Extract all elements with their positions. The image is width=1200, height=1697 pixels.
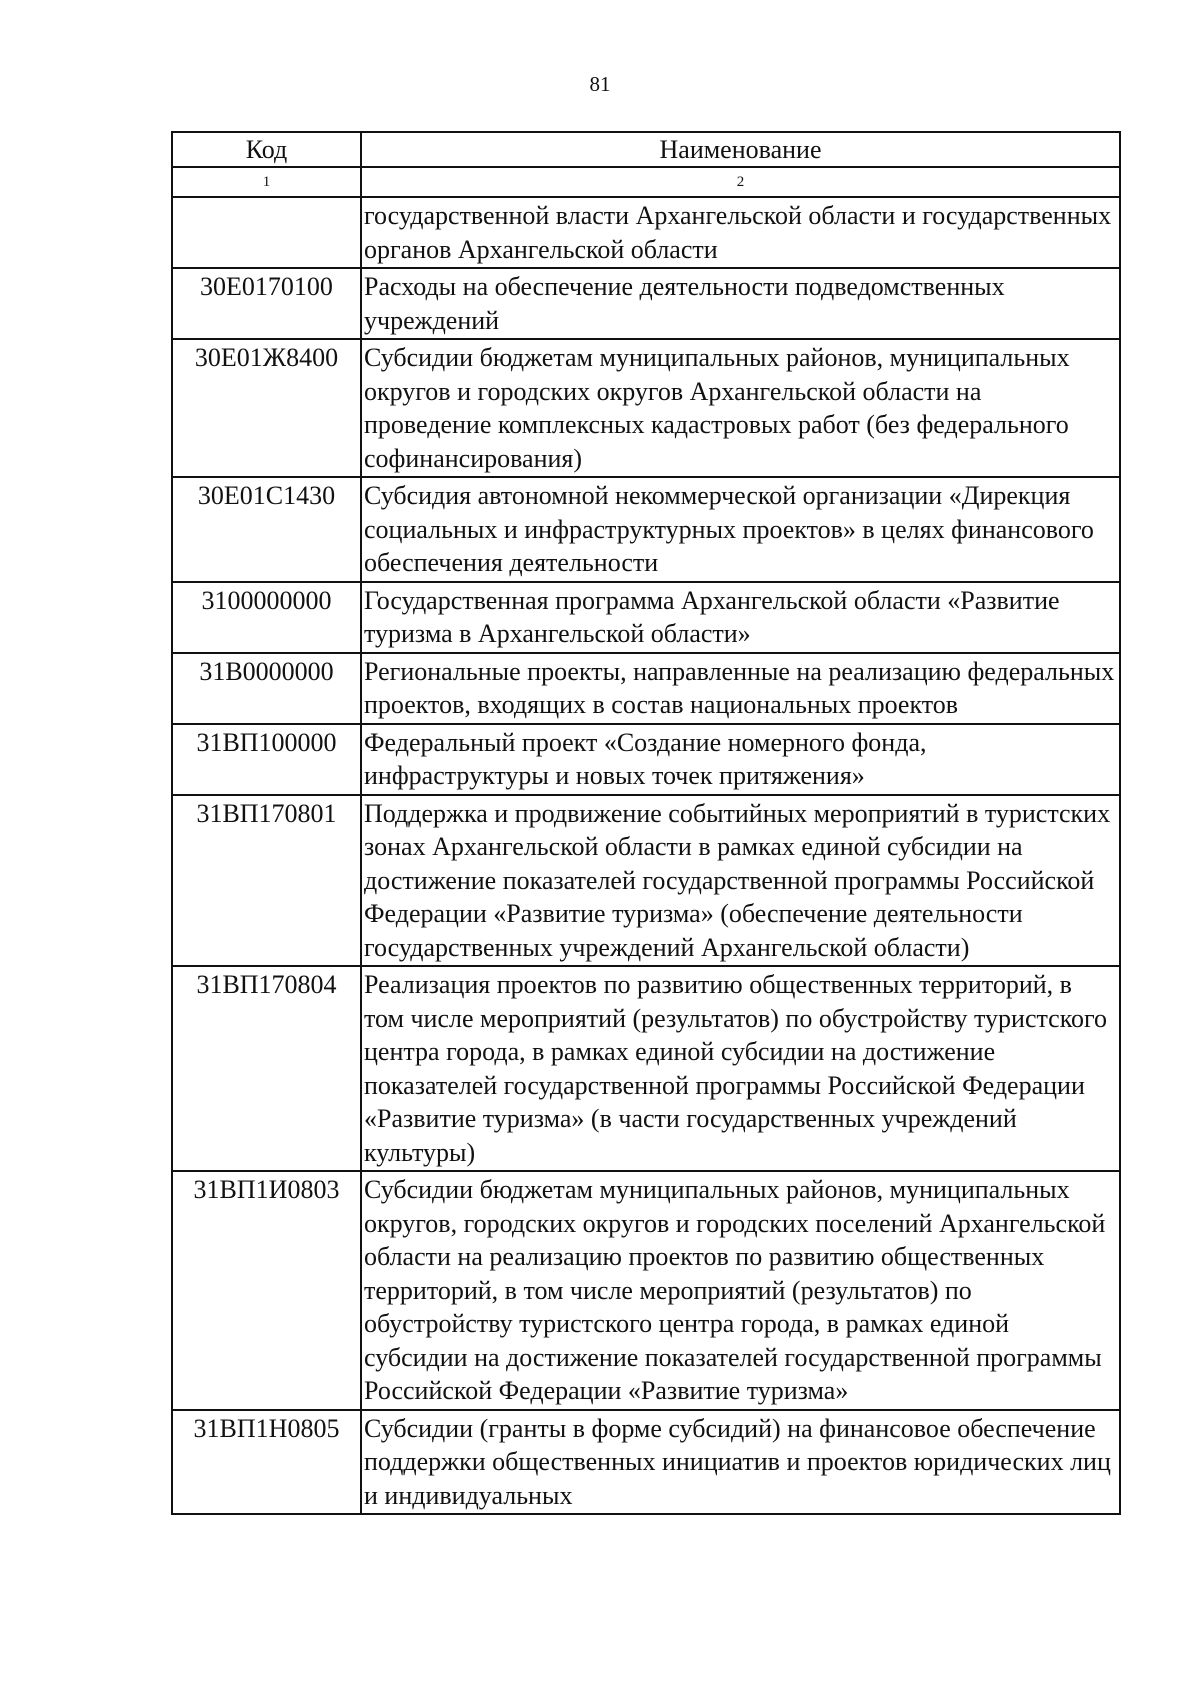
row-code: 3100000000 [172, 582, 361, 653]
row-code [172, 197, 361, 268]
table-row [172, 966, 1120, 1171]
row-name: Субсидии (гранты в форме субсидий) на финансовое обеспечение поддержки общественных инициатив и проектов юридических лиц и индивидуальных [361, 1410, 1120, 1515]
table-row [172, 1171, 1120, 1410]
row-name: Государственная программа Архангельской области «Развитие туризма в Архангельской области» [361, 582, 1120, 653]
table-header-row [172, 132, 1120, 167]
row-code: 30Е01С1430 [172, 477, 361, 582]
row-name: Субсидия автономной некоммерческой организации «Дирекция социальных и инфраструктурных проектов» в целях финансового обеспечения деятельности [361, 477, 1120, 582]
budget-code-table [171, 131, 1121, 1515]
row-code: 31ВП100000 [172, 724, 361, 795]
page-number: 81 [589, 72, 611, 96]
header-code: Код [172, 132, 361, 167]
row-name: Субсидии бюджетам муниципальных районов, муниципальных округов, городских округов и городских поселений Архангельской области на реализацию проектов по развитию общественных территорий, в том числе мероприятий (результатов) по обустройству туристского центра города, в рамках единой субсидии на достижение показателей государственной программы Российской Федерации «Развитие туризма» [361, 1171, 1120, 1410]
row-name: Федеральный проект «Создание номерного фонда, инфраструктуры и новых точек притяжения» [361, 724, 1120, 795]
row-name: Субсидии бюджетам муниципальных районов, муниципальных округов и городских округов Архангельской области на проведение комплексных кадастровых работ (без федерального софинансирования) [361, 339, 1120, 477]
table-row [172, 197, 1120, 268]
table-row [172, 795, 1120, 967]
table-row [172, 477, 1120, 582]
header-name: Наименование [361, 132, 1120, 167]
row-code: 31ВП170801 [172, 795, 361, 967]
row-name: Реализация проектов по развитию общественных территорий, в том числе мероприятий (результатов) по обустройству туристского центра города, в рамках единой субсидии на достижение показателей государственной программы Российской Федерации «Развитие туризма» (в части государственных учреждений культуры) [361, 966, 1120, 1171]
table-row [172, 724, 1120, 795]
column-number-row [172, 167, 1120, 197]
row-name: государственной власти Архангельской области и государственных органов Архангельской области [361, 197, 1120, 268]
column-number-name: 2 [361, 167, 1120, 197]
table-row [172, 653, 1120, 724]
table-row [172, 339, 1120, 477]
row-code: 30Е0170100 [172, 268, 361, 339]
row-code: 31ВП1И0803 [172, 1171, 361, 1410]
column-number-code: 1 [172, 167, 361, 197]
table-row [172, 1410, 1120, 1515]
row-code: 30Е01Ж8400 [172, 339, 361, 477]
table-row [172, 582, 1120, 653]
row-name: Расходы на обеспечение деятельности подведомственных учреждений [361, 268, 1120, 339]
row-name: Региональные проекты, направленные на реализацию федеральных проектов, входящих в состав национальных проектов [361, 653, 1120, 724]
row-code: 31ВП1Н0805 [172, 1410, 361, 1515]
row-code: 31В0000000 [172, 653, 361, 724]
table-row [172, 268, 1120, 339]
row-name: Поддержка и продвижение событийных мероприятий в туристских зонах Архангельской области в рамках единой субсидии на достижение показателей государственной программы Российской Федерации «Развитие туризма» (обеспечение деятельности государственных учреждений Архангельской области) [361, 795, 1120, 967]
row-code: 31ВП170804 [172, 966, 361, 1171]
